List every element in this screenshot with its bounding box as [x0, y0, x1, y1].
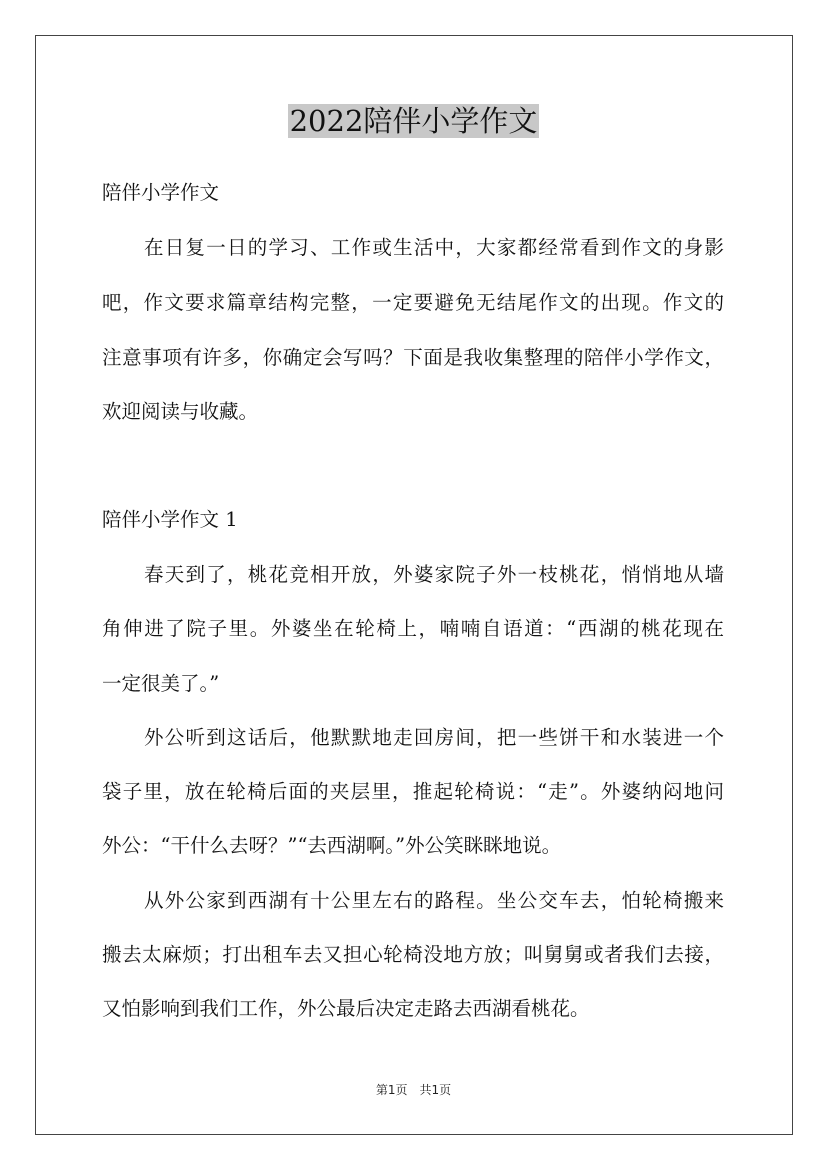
paragraph1-line-2: 角伸进了院子里。外婆坐在轮椅上，喃喃自语道：“西湖的桃花现在 — [102, 617, 724, 640]
paragraph2-line-2: 袋子里，放在轮椅后面的夹层里，推起轮椅说：“走”。外婆纳闷地问 — [102, 780, 724, 803]
intro-line-2: 吧，作文要求篇章结构完整，一定要避免无结尾作文的出现。作文的 — [102, 291, 724, 314]
section-heading: 陪伴小学作文 — [102, 181, 220, 204]
intro-line-3: 注意事项有许多，你确定会写吗？下面是我收集整理的陪伴小学作文， — [102, 346, 724, 369]
paragraph1-line-1: 春天到了，桃花竞相开放，外婆家院子外一枝桃花，悄悄地从墙 — [144, 563, 724, 586]
paragraph2-line-1: 外公听到这话后，他默默地走回房间，把一些饼干和水装进一个 — [144, 726, 724, 749]
intro-line-4: 欢迎阅读与收藏。 — [102, 400, 259, 423]
paragraph2-line-3: 外公：“干什么去呀？”“去西湖啊。”外公笑眯眯地说。 — [102, 834, 562, 857]
paragraph1-line-3: 一定很美了。” — [102, 672, 220, 695]
document-title-text: 2022陪伴小学作文 — [289, 104, 538, 138]
intro-line-1: 在日复一日的学习、工作或生活中，大家都经常看到作文的身影 — [144, 236, 724, 259]
document-title — [0, 100, 827, 142]
paragraph3-line-1: 从外公家到西湖有十公里左右的路程。坐公交车去，怕轮椅搬来 — [144, 889, 724, 912]
page-footer: 第1页 共1页 — [375, 1083, 452, 1097]
paragraph3-line-2: 搬去太麻烦；打出租车去又担心轮椅没地方放；叫舅舅或者我们去接， — [102, 943, 724, 966]
paragraph3-line-3: 又怕影响到我们工作，外公最后决定走路去西湖看桃花。 — [102, 997, 590, 1020]
essay-heading: 陪伴小学作文 1 — [102, 508, 238, 531]
